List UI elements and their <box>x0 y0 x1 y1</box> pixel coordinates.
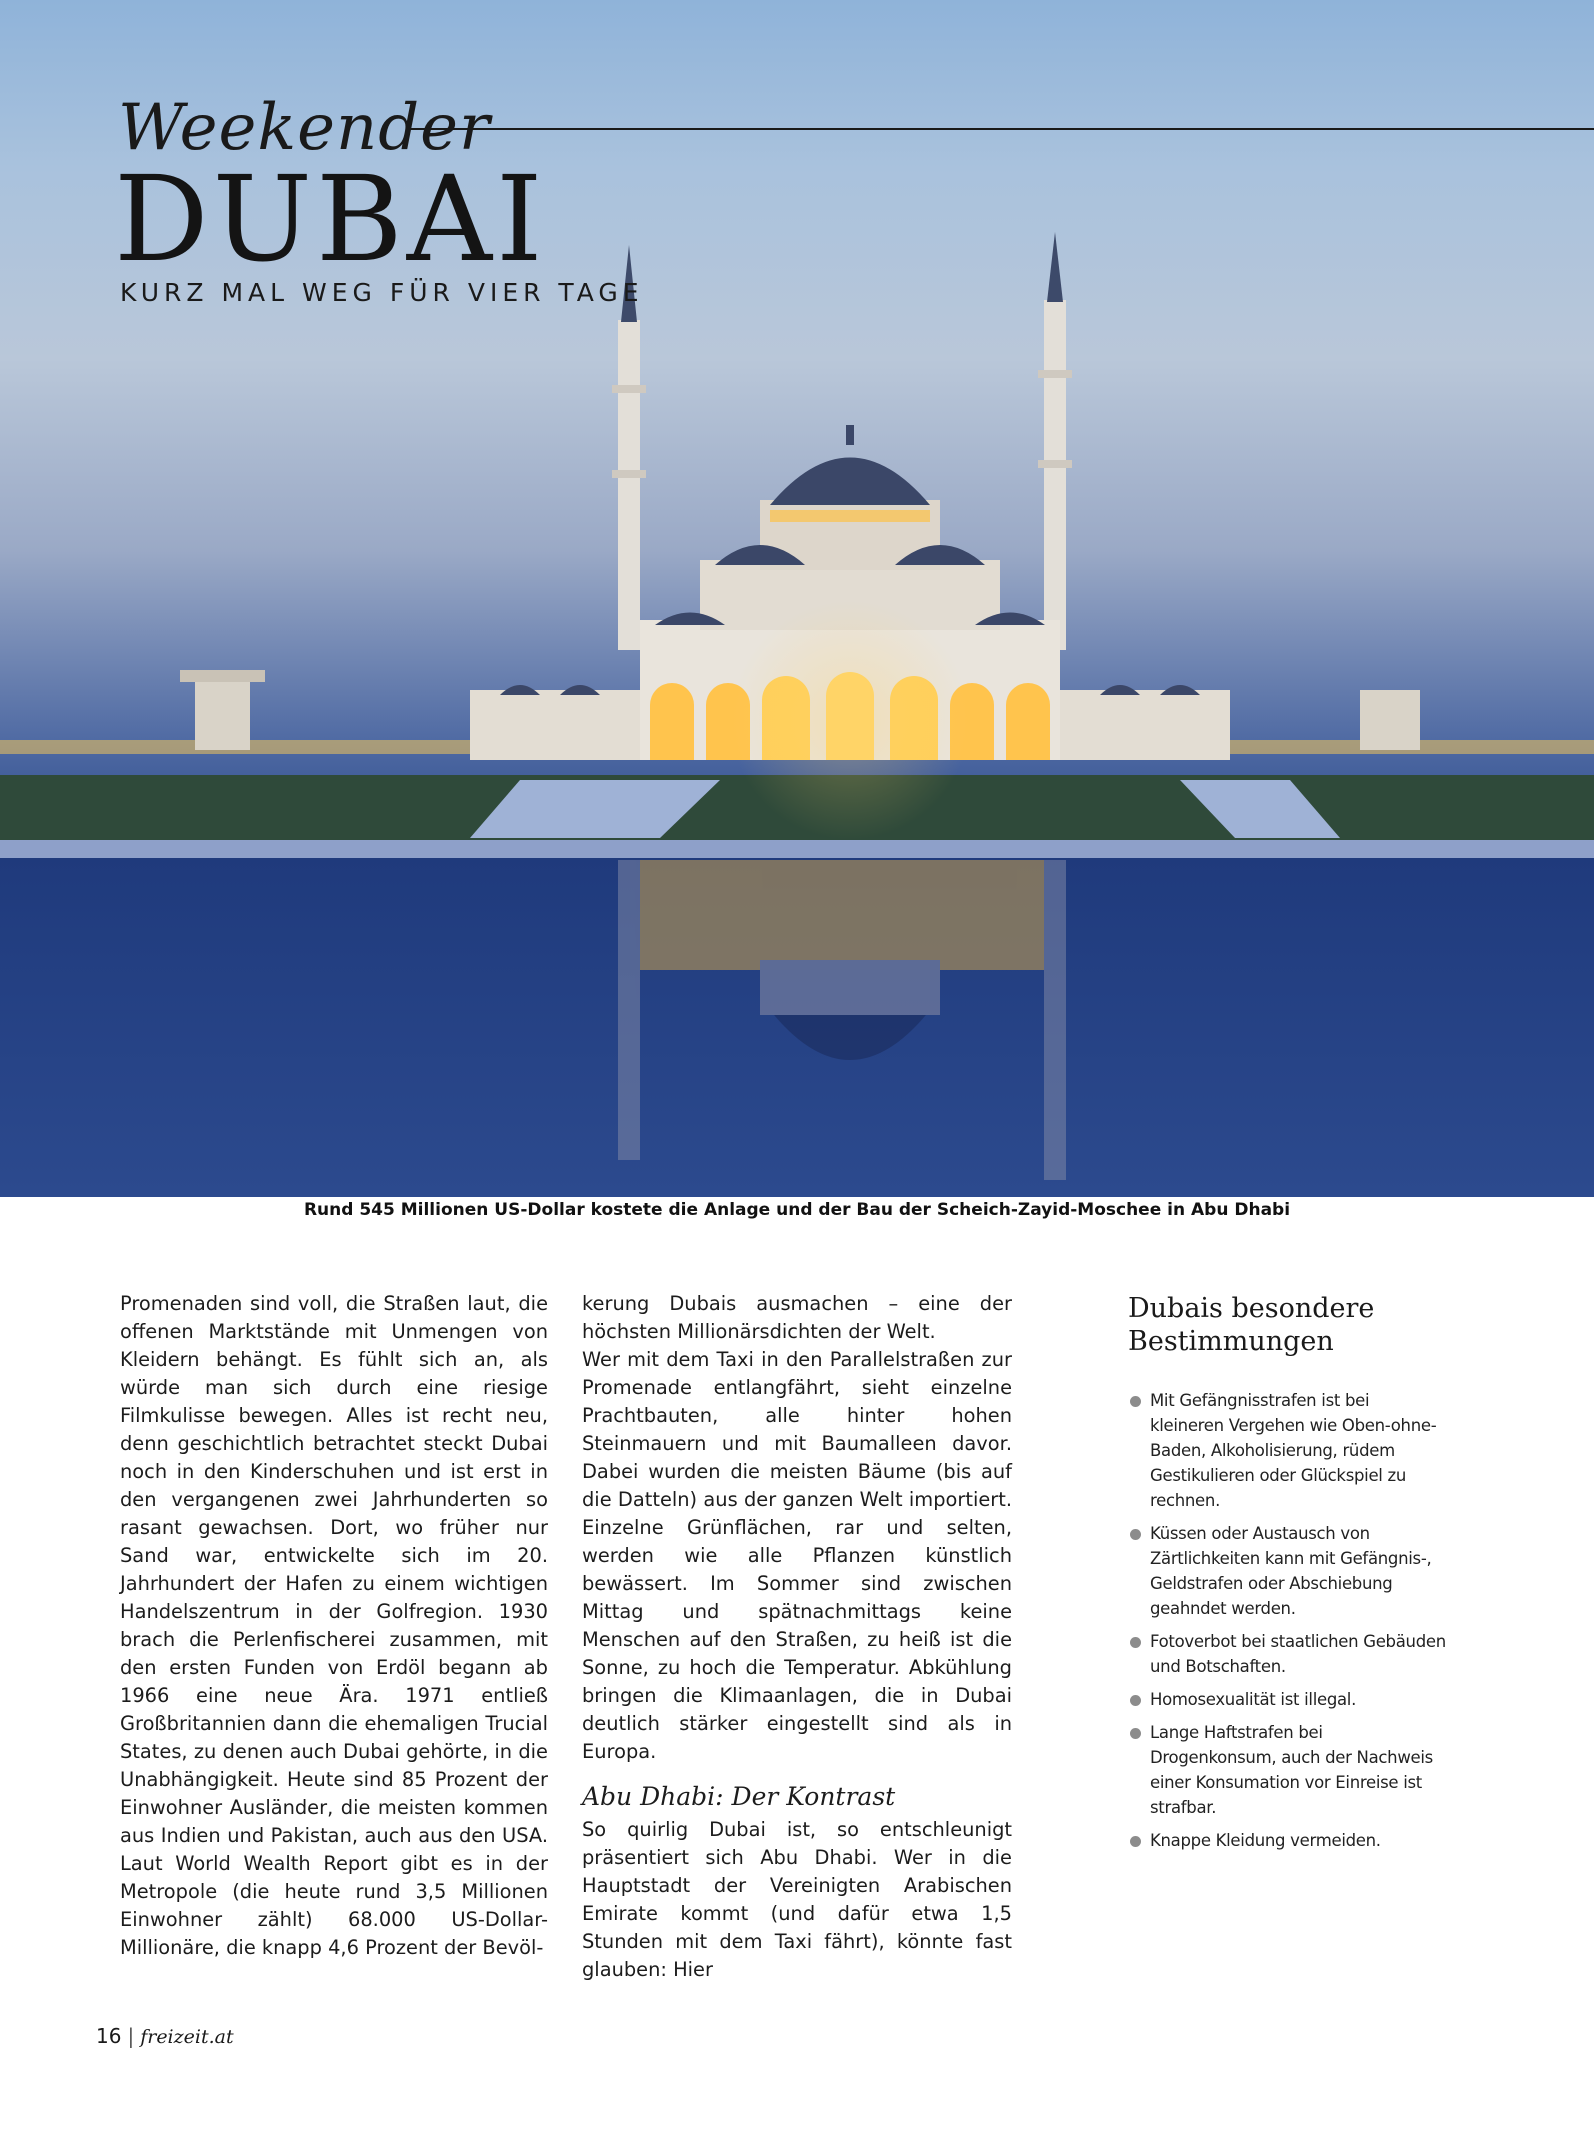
page-title: DUBAI <box>114 150 547 288</box>
bullet-icon <box>1130 1529 1141 1540</box>
info-box-list <box>1128 1388 1448 1853</box>
header-kicker: Weekender <box>118 91 491 165</box>
bullet-icon <box>1130 1637 1141 1648</box>
list-item: Knappe Kleidung vermeiden. <box>1128 1828 1448 1853</box>
bullet-icon <box>1130 1728 1141 1739</box>
article-paragraph: So quirlig Dubai ist, so entschleunigt präsentiert sich Abu Dhabi. Wer in die Hauptstadt der Vereinigten Arabischen Emirate kommt (und dafür etwa 1,5 Stunden mit dem Taxi fährt), könnte fast glauben: Hier <box>582 1818 1012 1981</box>
right-minaret <box>1038 232 1072 650</box>
footer-site-link[interactable]: freizeit.at <box>140 2026 234 2048</box>
info-box-title: Dubais besondere Bestimmungen <box>1128 1293 1375 1357</box>
article-paragraph: Wer mit dem Taxi in den Parallelstraßen zur Promenade entlangfährt, sieht einzelne Prachtbauten, alle hinter hohen Steinmauern und mit Baumalleen davor. Dabei wurden die meisten Bäume (bis auf die Datteln) aus der ganzen Welt importiert. Einzelne Grünflächen, rar und selten, werden wie alle Pflanzen künstlich bewässert. Im Sommer sind zwischen Mittag und spätnachmittags keine Menschen auf den Straßen, zu heiß ist die Sonne, zu hoch die Temperatur. Abkühlung bringen die Klimaanlagen, die in Dubai deutlich stärker eingestellt sind als in Europa. <box>582 1348 1012 1763</box>
article-column-2 <box>582 1290 1012 1984</box>
bullet-icon <box>1130 1695 1141 1706</box>
photo-caption: Rund 545 Millionen US-Dollar kostete die Anlage und der Bau der Scheich-Zayid-Moschee in Abu Dhabi <box>303 1200 1291 1220</box>
list-item: Küssen oder Austausch von Zärtlichkeiten kann mit Gefängnis-, Geldstrafen oder Abschiebung geahndet werden. <box>1128 1521 1448 1621</box>
info-box <box>1128 1292 1448 1861</box>
bullet-icon <box>1130 1836 1141 1847</box>
page-footer <box>96 2024 234 2048</box>
article-paragraph: kerung Dubais ausmachen – eine der höchsten Millionärsdichten der Welt. <box>582 1292 1012 1343</box>
list-item: Fotoverbot bei staatlichen Gebäuden und Botschaften. <box>1128 1629 1448 1679</box>
list-item: Homosexualität ist illegal. <box>1128 1687 1448 1712</box>
title-rule <box>410 128 1594 130</box>
list-item: Lange Haftstrafen bei Drogenkonsum, auch der Nachweis einer Konsumation vor Einreise ist strafbar. <box>1128 1720 1448 1820</box>
bullet-icon <box>1130 1396 1141 1407</box>
footer-separator: | <box>127 2024 135 2048</box>
article-paragraph: Promenaden sind voll, die Straßen laut, die offenen Marktstände mit Unmengen von Kleidern behängt. Es fühlt sich an, als würde man sich durch eine riesige Filmkulisse bewegen. Alles ist recht neu, denn geschichtlich betrachtet steckt Dubai noch in den Kinderschuhen und ist erst in den vergangenen zwei Jahrhunderten so rasant gewachsen. Dort, wo früher nur Sand war, entwickelte sich im 20. Jahrhundert der Hafen zu einem wichtigen Handelszentrum in der Golfregion. 1930 brach die Perlenfischerei zusammen, mit den ersten Funden von Erdöl begann ab 1966 eine neue Ära. 1971 entließ Großbritannien dann die ehemaligen Trucial States, zu denen auch Dubai gehörte, in die Unabhängigkeit. Heute sind 85 Prozent der Einwohner Ausländer, die meisten kommen aus Indien und Pakistan, auch aus den USA. Laut World Wealth Report gibt es in der Metropole (die heute rund 3,5 Millionen Einwohner zählt) 68.000 US-Dollar-Millionäre, die knapp 4,6 Prozent der Bevöl- <box>120 1292 548 1959</box>
article-subheading: Abu Dhabi: Der Kontrast <box>582 1782 896 1811</box>
page-number: 16 <box>96 2024 122 2048</box>
list-item: Mit Gefängnisstrafen ist bei kleineren Vergehen wie Oben-ohne-Baden, Alkoholisierung, rüdem Gestikulieren oder Glückspiel zu rechnen. <box>1128 1388 1448 1513</box>
article-column-1 <box>120 1290 548 1962</box>
page-subtitle: KURZ MAL WEG FÜR VIER TAGE <box>120 278 644 307</box>
